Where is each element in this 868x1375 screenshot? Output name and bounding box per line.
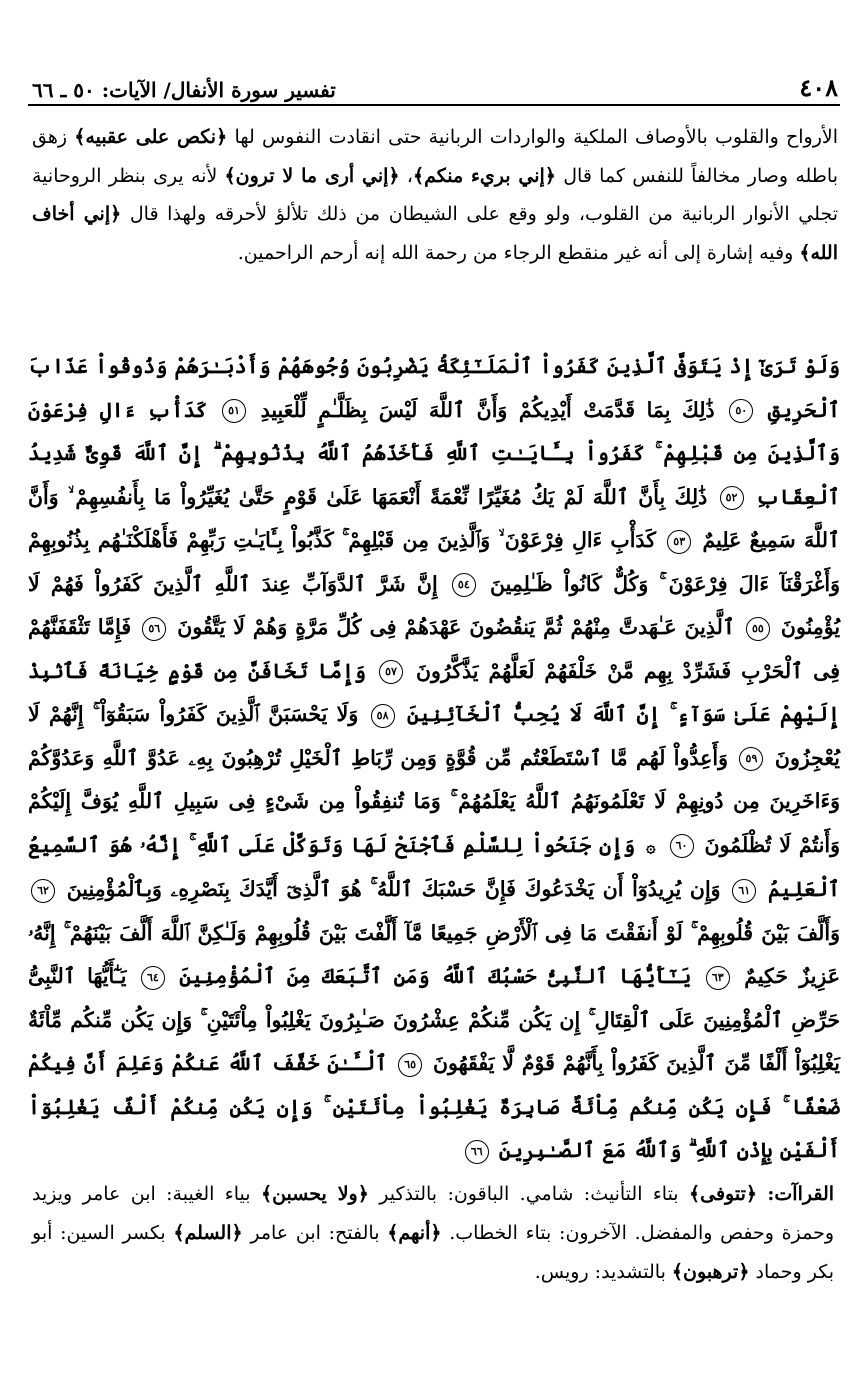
readings-label: القراآت: <box>767 1183 835 1205</box>
readings-section <box>32 1175 834 1292</box>
quoted-verse: ﴿إني أخاف الله﴾ <box>32 203 838 264</box>
quoted-verse: ﴿إني بريء منكم﴾ <box>412 164 556 187</box>
reading-keyword: ﴿ترهبون﴾ <box>671 1261 750 1283</box>
verse-64: يَـٰٓأَيُّهَا ٱلنَّبِىُّ حَسْبُكَ ٱللَّهُ وَمَنِ ٱتَّبَعَكَ مِنَ ٱلْمُؤْمِنِينَ <box>179 964 692 988</box>
ayah-marker-57: ٥٧ <box>379 660 403 684</box>
verse-51: ذَٰلِكَ بِمَا قَدَّمَتْ أَيْدِيكُمْ وَأَنَّ ٱللَّهَ لَيْسَ بِظَلَّـٰمٍ لِّلْعَبِيدِ <box>260 397 715 422</box>
reading-keyword: ﴿تتوفى﴾ <box>688 1183 758 1205</box>
ayah-marker-52: ٥٢ <box>720 486 744 510</box>
running-title: تفسير سورة الأنفال/ الآيات: ٥٠ ـ ٦٦ <box>32 78 336 102</box>
reading-text: بكسر السين: أبو بكر وحماد <box>32 1222 834 1283</box>
verse-62: وَإِن يُرِيدُوٓاْ أَن يَخْدَعُوكَ فَإِنَّ حَسْبَكَ ٱللَّهُ ۚ هُوَ ٱلَّذِىٓ أَيَّدَكَ بِنَصْرِهِۦ وَبِٱلْمُؤْمِنِينَ <box>66 877 721 901</box>
verse-55: إِنَّ شَرَّ ٱلدَّوَآبِّ عِندَ ٱللَّهِ ٱلَّذِينَ كَفَرُواْ فَهُمْ لَا يُؤْمِنُونَ <box>28 571 841 639</box>
header-divider <box>28 104 840 106</box>
verse-58: وَإِمَّا تَخَافَنَّ مِن قَوْمٍ خِيَانَةً فَٱنۢبِذْ إِلَيْهِمْ عَلَىٰ سَوَآءٍ ۚ إِنَّ ٱللَّهَ لَا يُحِبُّ ٱلْخَآئِنِينَ <box>28 658 841 726</box>
ayah-marker-64: ٦٤ <box>141 966 165 990</box>
commentary-text: الأرواح والقلوب بالأوصاف الملكية والواردات الربانية حتى انقادت النفوس لها <box>234 126 839 148</box>
reading-text: بالفتح: ابن عامر <box>250 1222 380 1244</box>
ayah-marker-54: ٥٤ <box>452 573 476 597</box>
verse-60: وَأَعِدُّواْ لَهُم مَّا ٱسْتَطَعْتُم مِّن قُوَّةٍ وَمِن رِّبَاطِ ٱلْخَيْلِ تُرْهِبُونَ بِهِۦ عَدُوَّ ٱللَّهِ وَعَدُوَّكُمْ وَءَاخَرِينَ مِن دُونِهِمْ لَا تَعْلَمُونَهُمُ ٱللَّهُ يَعْلَمُهُمْ ۚ وَمَا تُنفِقُواْ مِن شَىْءٍ فِى سَبِيلِ ٱللَّهِ يُوَفَّ إِلَيْكُمْ وَأَنتُمْ لَا تُظْلَمُونَ <box>28 745 841 857</box>
verse-50: وَلَوْ تَرَىٰٓ إِذْ يَتَوَفَّى ٱلَّذِينَ كَفَرُواْ ٱلْمَلَـٰٓئِكَةُ يَضْرِبُونَ وُجُوهَهُمْ وَأَدْبَـٰرَهُمْ وَذُوقُواْ عَذَابَ ٱلْحَرِيقِ <box>28 354 840 422</box>
ayah-marker-58: ٥٨ <box>371 704 395 728</box>
verse-63: وَأَلَّفَ بَيْنَ قُلُوبِهِمْ ۚ لَوْ أَنفَقْتَ مَا فِى ٱلْأَرْضِ جَمِيعًا مَّآ أَلَّفْتَ بَيْنَ قُلُوبِهِمْ وَلَـٰكِنَّ ٱللَّهَ أَلَّفَ بَيْنَهُمْ ۚ إِنَّهُۥ عَزِيزٌ حَكِيمٌ <box>28 920 840 988</box>
quoted-verse: ﴿نكص على عقبيه﴾ <box>74 126 228 148</box>
commentary-paragraph <box>32 118 838 272</box>
ayah-marker-61: ٦١ <box>732 879 756 903</box>
reading-text: بالتشديد: رويس. <box>534 1261 666 1283</box>
verse-59: وَلَا يَحْسَبَنَّ ٱلَّذِينَ كَفَرُواْ سَبَقُوٓاْ ۚ إِنَّهُمْ لَا يُعْجِزُونَ <box>28 702 840 770</box>
ayah-marker-59: ٥٩ <box>739 747 763 771</box>
hizb-marker-icon: ۞ <box>646 836 656 856</box>
ayah-marker-65: ٦٥ <box>398 1053 422 1077</box>
commentary-text: وفيه إشارة إلى أنه غير منقطع الرجاء من رحمة الله إنه أرحم الراحمين. <box>237 241 794 264</box>
ayah-marker-60: ٦٠ <box>670 834 694 858</box>
verse-54: كَدَأْبِ ءَالِ فِرْعَوْنَ ۙ وَٱلَّذِينَ مِن قَبْلِهِمْ ۚ كَذَّبُواْ بِـَٔايَـٰتِ رَبِّهِمْ فَأَهْلَكْنَـٰهُم بِذُنُوبِهِمْ وَأَغْرَقْنَآ ءَالَ فِرْعَوْنَ ۚ وَكُلٌّ كَانُواْ ظَـٰلِمِينَ <box>28 528 840 596</box>
ayah-marker-51: ٥١ <box>222 399 246 423</box>
page-number: ٤٠٨ <box>799 73 838 102</box>
ayah-marker-56: ٥٦ <box>142 617 166 641</box>
quoted-verse: ﴿إني أرى ما لا ترون﴾ <box>224 164 400 187</box>
reading-text: بتاء التأنيث: شامي. الباقون: بالتذكير <box>379 1183 679 1205</box>
verse-61: وَإِن جَنَحُواْ لِلسَّلْمِ فَٱجْنَحْ لَهَا وَتَوَكَّلْ عَلَى ٱللَّهِ ۚ إِنَّهُۥ هُوَ ٱلسَّمِيعُ ٱلْعَلِيمُ <box>28 832 841 901</box>
ayah-marker-55: ٥٥ <box>746 617 770 641</box>
reading-text: بياء الغيبة: ابن عامر ويزيد وحمزة وحفص والمفضل. الآخرون: بتاء الخطاب. <box>32 1183 835 1244</box>
verse-53: ذَٰلِكَ بِأَنَّ ٱللَّهَ لَمْ يَكُ مُغَيِّرًا نِّعْمَةً أَنْعَمَهَا عَلَىٰ قَوْمٍ حَتَّىٰ يُغَيِّرُواْ مَا بِأَنفُسِهِمْ ۙ وَأَنَّ ٱللَّهَ سَمِيعٌ عَلِيمٌ <box>28 484 841 552</box>
ayah-marker-63: ٦٣ <box>706 966 730 990</box>
verse-52: كَدَأْبِ ءَالِ فِرْعَوْنَ وَٱلَّذِينَ مِن قَبْلِهِمْ ۚ كَفَرُواْ بِـَٔايَـٰتِ ٱللَّهِ فَأَخَذَهُمُ ٱللَّهُ بِذُنُوبِهِمْ ۗ إِنَّ ٱللَّهَ قَوِىٌّ شَدِيدُ ٱلْعِقَابِ <box>28 397 841 509</box>
ayah-marker-53: ٥٣ <box>667 530 691 554</box>
reading-keyword: ﴿ولا يحسبن﴾ <box>260 1183 369 1205</box>
quran-text-block <box>28 345 840 1173</box>
ayah-marker-66: ٦٦ <box>465 1140 489 1164</box>
commentary-text: لأنه يرى بنظر الروحانية تجلي الأنوار الربانية من القلوب، ولو وقع على الشيطان من ذلك تلألؤ لأحرقه ولهذا قال <box>32 164 838 225</box>
verse-65: يَـٰٓأَيُّهَا ٱلنَّبِىُّ حَرِّضِ ٱلْمُؤْمِنِينَ عَلَى ٱلْقِتَالِ ۚ إِن يَكُن مِّنكُمْ عِشْرُونَ صَـٰبِرُونَ يَغْلِبُواْ مِاْئَتَيْنِ ۚ وَإِن يَكُن مِّنكُم مِّاْئَةٌ يَغْلِبُوٓاْ أَلْفًا مِّنَ ٱلَّذِينَ كَفَرُواْ بِأَنَّهُمْ قَوْمٌ لَّا يَفْقَهُونَ <box>28 964 840 1075</box>
verse-57: فَإِمَّا تَثْقَفَنَّهُمْ فِى ٱلْحَرْبِ فَشَرِّدْ بِهِم مَّنْ خَلْفَهُمْ لَعَلَّهُمْ يَذَّكَّرُونَ <box>28 615 841 683</box>
commentary-text: زهق باطله وصار مخالفاً للنفس كما قال <box>32 126 839 187</box>
verse-56: ٱلَّذِينَ عَـٰهَدتَّ مِنْهُمْ ثُمَّ يَنقُضُونَ عَهْدَهُمْ فِى كُلِّ مَرَّةٍ وَهُمْ لَا يَتَّقُونَ <box>177 615 735 639</box>
reading-keyword: ﴿أنهم﴾ <box>387 1222 442 1244</box>
verse-66: ٱلْـَٔـٰنَ خَفَّفَ ٱللَّهُ عَنكُمْ وَعَلِمَ أَنَّ فِيكُمْ ضَعْفًا ۚ فَإِن يَكُن مِّنكُم مِّاْئَةٌ صَابِرَةٌ يَغْلِبُواْ مِاْئَتَيْنِ ۚ وَإِن يَكُن مِّنكُمْ أَلْفٌ يَغْلِبُوٓاْ أَلْفَيْنِ بِإِذْنِ ٱللَّهِ ۗ وَٱللَّهُ مَعَ ٱلصَّـٰبِرِينَ <box>28 1051 840 1162</box>
ayah-marker-62: ٦٢ <box>31 879 55 903</box>
commentary-text: ، <box>406 164 413 187</box>
reading-keyword: ﴿السلم﴾ <box>173 1222 243 1244</box>
ayah-marker-50: ٥٠ <box>729 399 753 423</box>
page-header <box>28 62 840 102</box>
